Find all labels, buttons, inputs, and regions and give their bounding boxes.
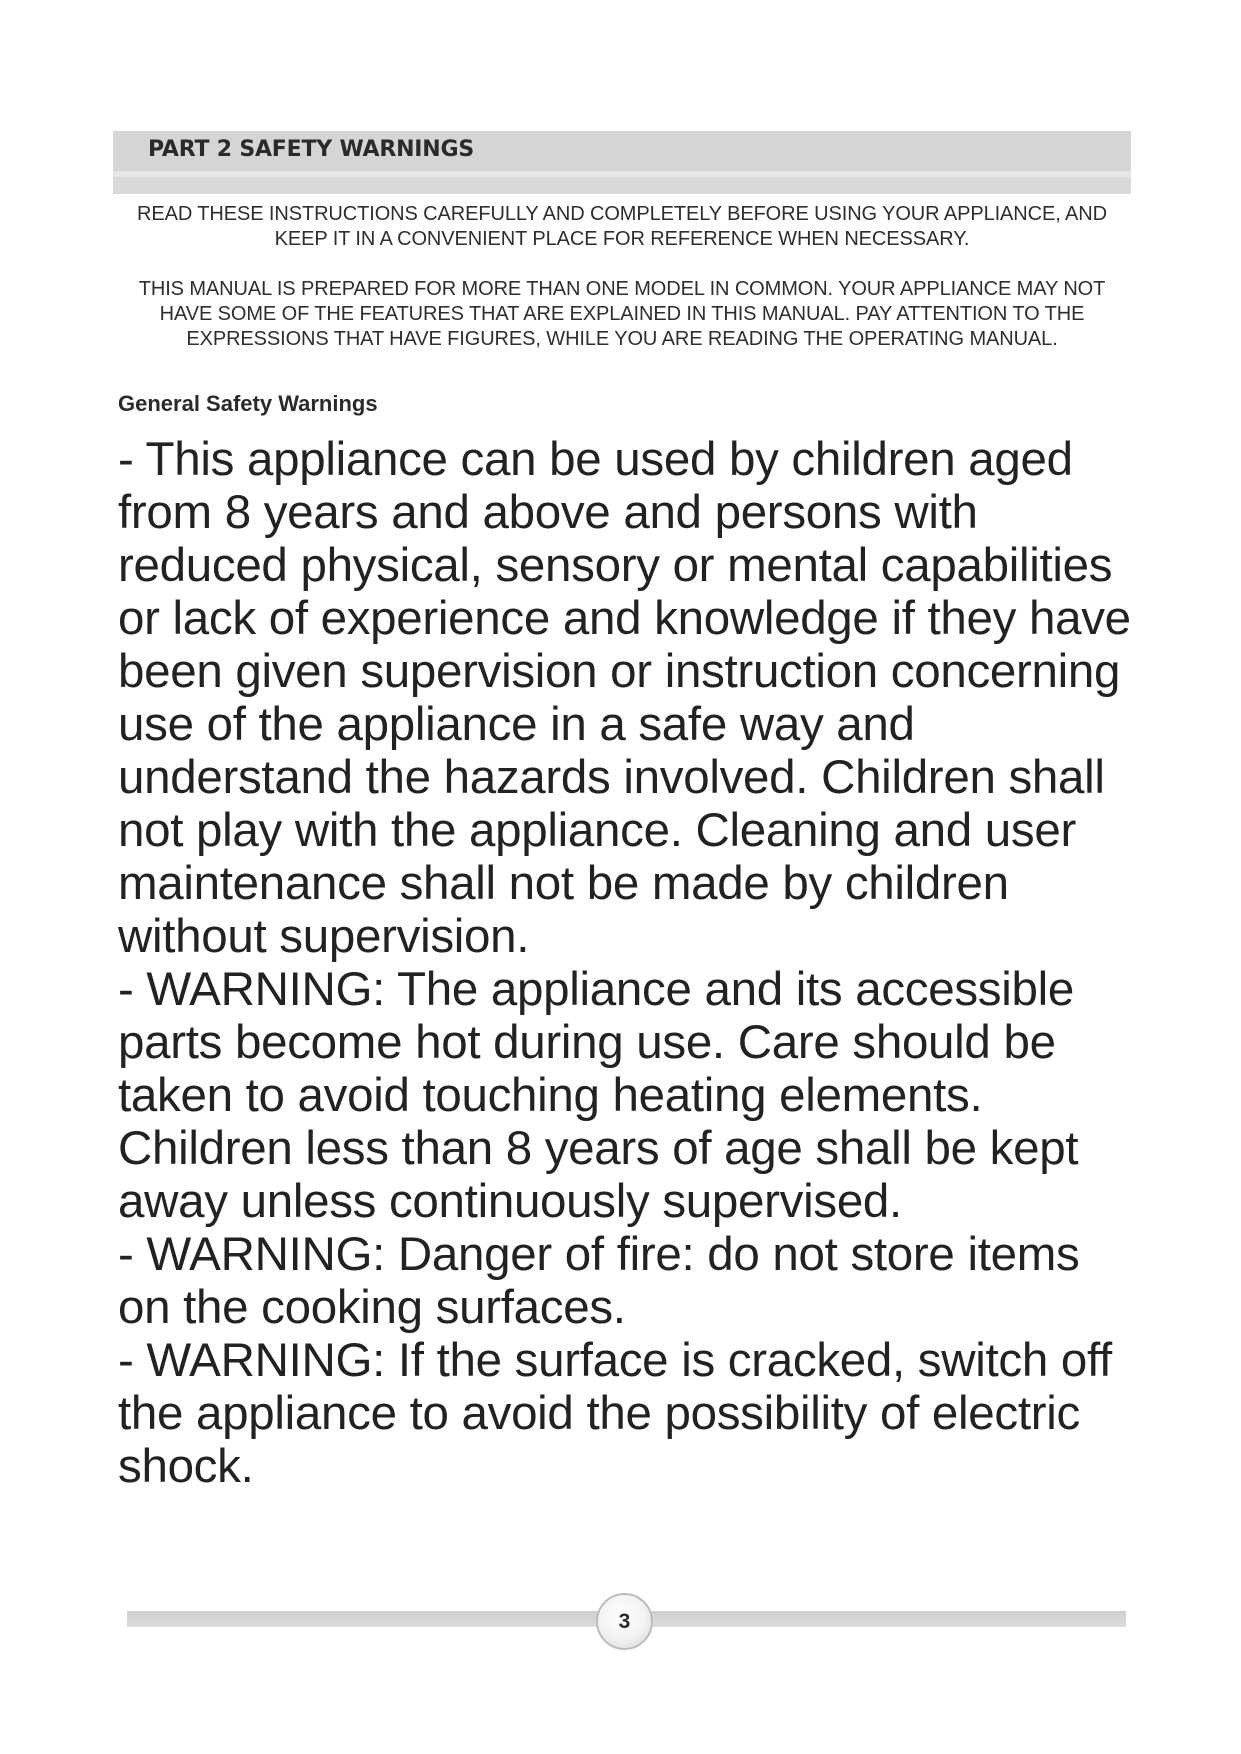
warning-item-cracked-surface: - WARNING: If the surface is cracked, switch off the appliance to avoid the possibility of electric shock. xyxy=(118,1334,1112,1493)
section-heading: General Safety Warnings xyxy=(118,391,378,416)
page-number: 3 xyxy=(618,1609,631,1633)
warning-item-hot-parts: - WARNING: The appliance and its accessible parts become hot during use. Care should be taken to avoid touching heating elements. Children less than 8 years of age shall be kept away unless continuously supervised. xyxy=(118,963,1079,1228)
intro-paragraph-manual-models: THIS MANUAL IS PREPARED FOR MORE THAN ONE MODEL IN COMMON. YOUR APPLIANCE MAY NOT HAVE SOME OF THE FEATURES THAT ARE EXPLAINED IN THIS MANUAL. PAY ATTENTION TO THE EXPRESSIONS THAT HAVE FIGURES, WHILE YOU ARE READING THE OPERATING MANUAL. xyxy=(138,278,1106,350)
warning-item-fire-danger: - WARNING: Danger of fire: do not store items on the cooking surfaces. xyxy=(118,1228,1080,1334)
intro-paragraph-read-instructions: READ THESE INSTRUCTIONS CAREFULLY AND COMPLETELY BEFORE USING YOUR APPLIANCE, AND KEEP IT IN A CONVENIENT PLACE FOR REFERENCE WHEN NECESSARY. xyxy=(137,203,1107,250)
page-title: PART 2 SAFETY WARNINGS xyxy=(148,137,474,162)
safety-warnings-list xyxy=(118,433,1138,1493)
warning-item-children-use: - This appliance can be used by children aged from 8 years and above and persons with reduced physical, sensory or mental capabilities or lack of experience and knowledge if they have been given supervision or instruction concerning use of the appliance in a safe way and understand the hazards involved. Children shall not play with the appliance. Cleaning and user maintenance shall not be made by children without supervision. xyxy=(118,433,1131,963)
section-header-band xyxy=(113,131,1131,194)
page-number-badge xyxy=(596,1593,653,1650)
